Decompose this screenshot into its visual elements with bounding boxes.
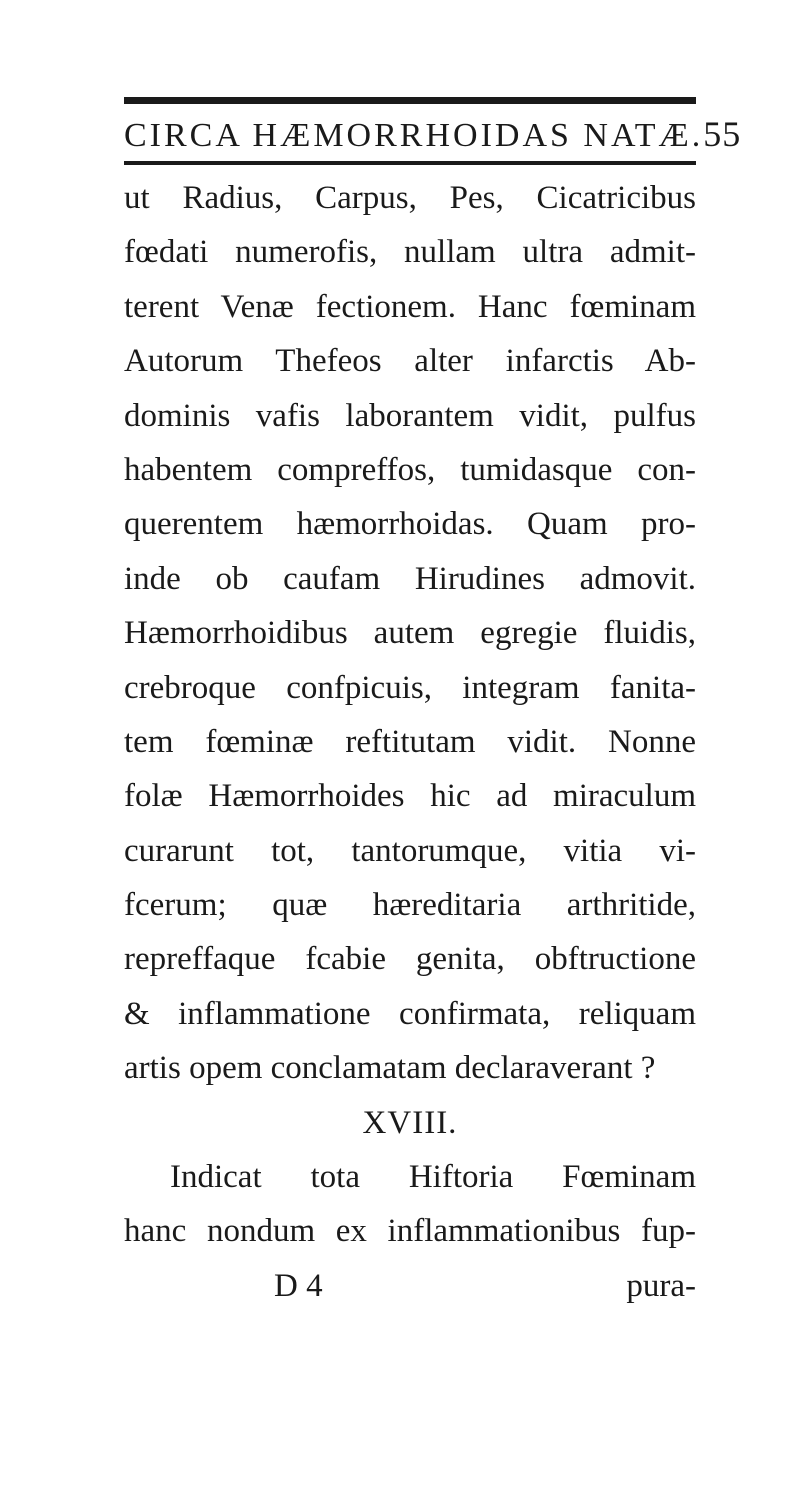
text-line: curarunt tot, tantorumque, vitia vi- [124,832,696,869]
text-line: & inflammatione confirmata, reliquam [124,995,696,1032]
page-footer [124,1259,696,1313]
text-line: hanc nondum ex inflammationibus fup- [124,1213,696,1250]
text-line: Hæmorrhoidibus autem egregie fluidis, [124,615,696,652]
text-line: ut Radius, Carpus, Pes, Cicatricibus [124,180,696,216]
text-line: terent Venæ fectionem. Hanc fœminam [124,288,696,325]
page-number: 55 [703,114,742,154]
text-line: fœdati numerofis, nullam ultra admit- [124,234,696,271]
text-line: inde ob caufam Hirudines admovit. [124,560,696,597]
text-line: tem fœminæ reftitutam vidit. Nonne [124,723,696,760]
text-line: Autorum Thefeos alter infarctis Ab- [124,343,696,380]
header-rule-bottom [124,161,696,165]
text-line: dominis vafis laborantem vidit, pulfus [124,397,696,434]
running-head [124,112,742,156]
section-first-line: Indicat tota Hiftoria Fœminam [170,1159,696,1196]
catchword: pura- [626,1267,696,1304]
body-text [124,171,696,1313]
text-line: crebroque confpicuis, integram fanita- [124,669,696,706]
text-line: habentem compreffos, tumidasque con- [124,451,696,488]
section-heading: XVIII. [362,1104,458,1141]
header-rule-top [124,97,696,104]
signature-mark: D 4 [274,1267,323,1304]
text-line: fcerum; quæ hæreditaria arthritide, [124,887,696,924]
text-line: folæ Hæmorrhoides hic ad miraculum [124,778,696,815]
text-line: querentem hæmorrhoidas. Quam pro- [124,506,696,543]
running-head-title: CIRCA HÆMORRHOIDAS NATÆ. [124,117,704,154]
text-line: repreffaque fcabie genita, obftructione [124,941,696,978]
text-line: artis opem conclamatam declaraverant ? [124,1050,656,1087]
